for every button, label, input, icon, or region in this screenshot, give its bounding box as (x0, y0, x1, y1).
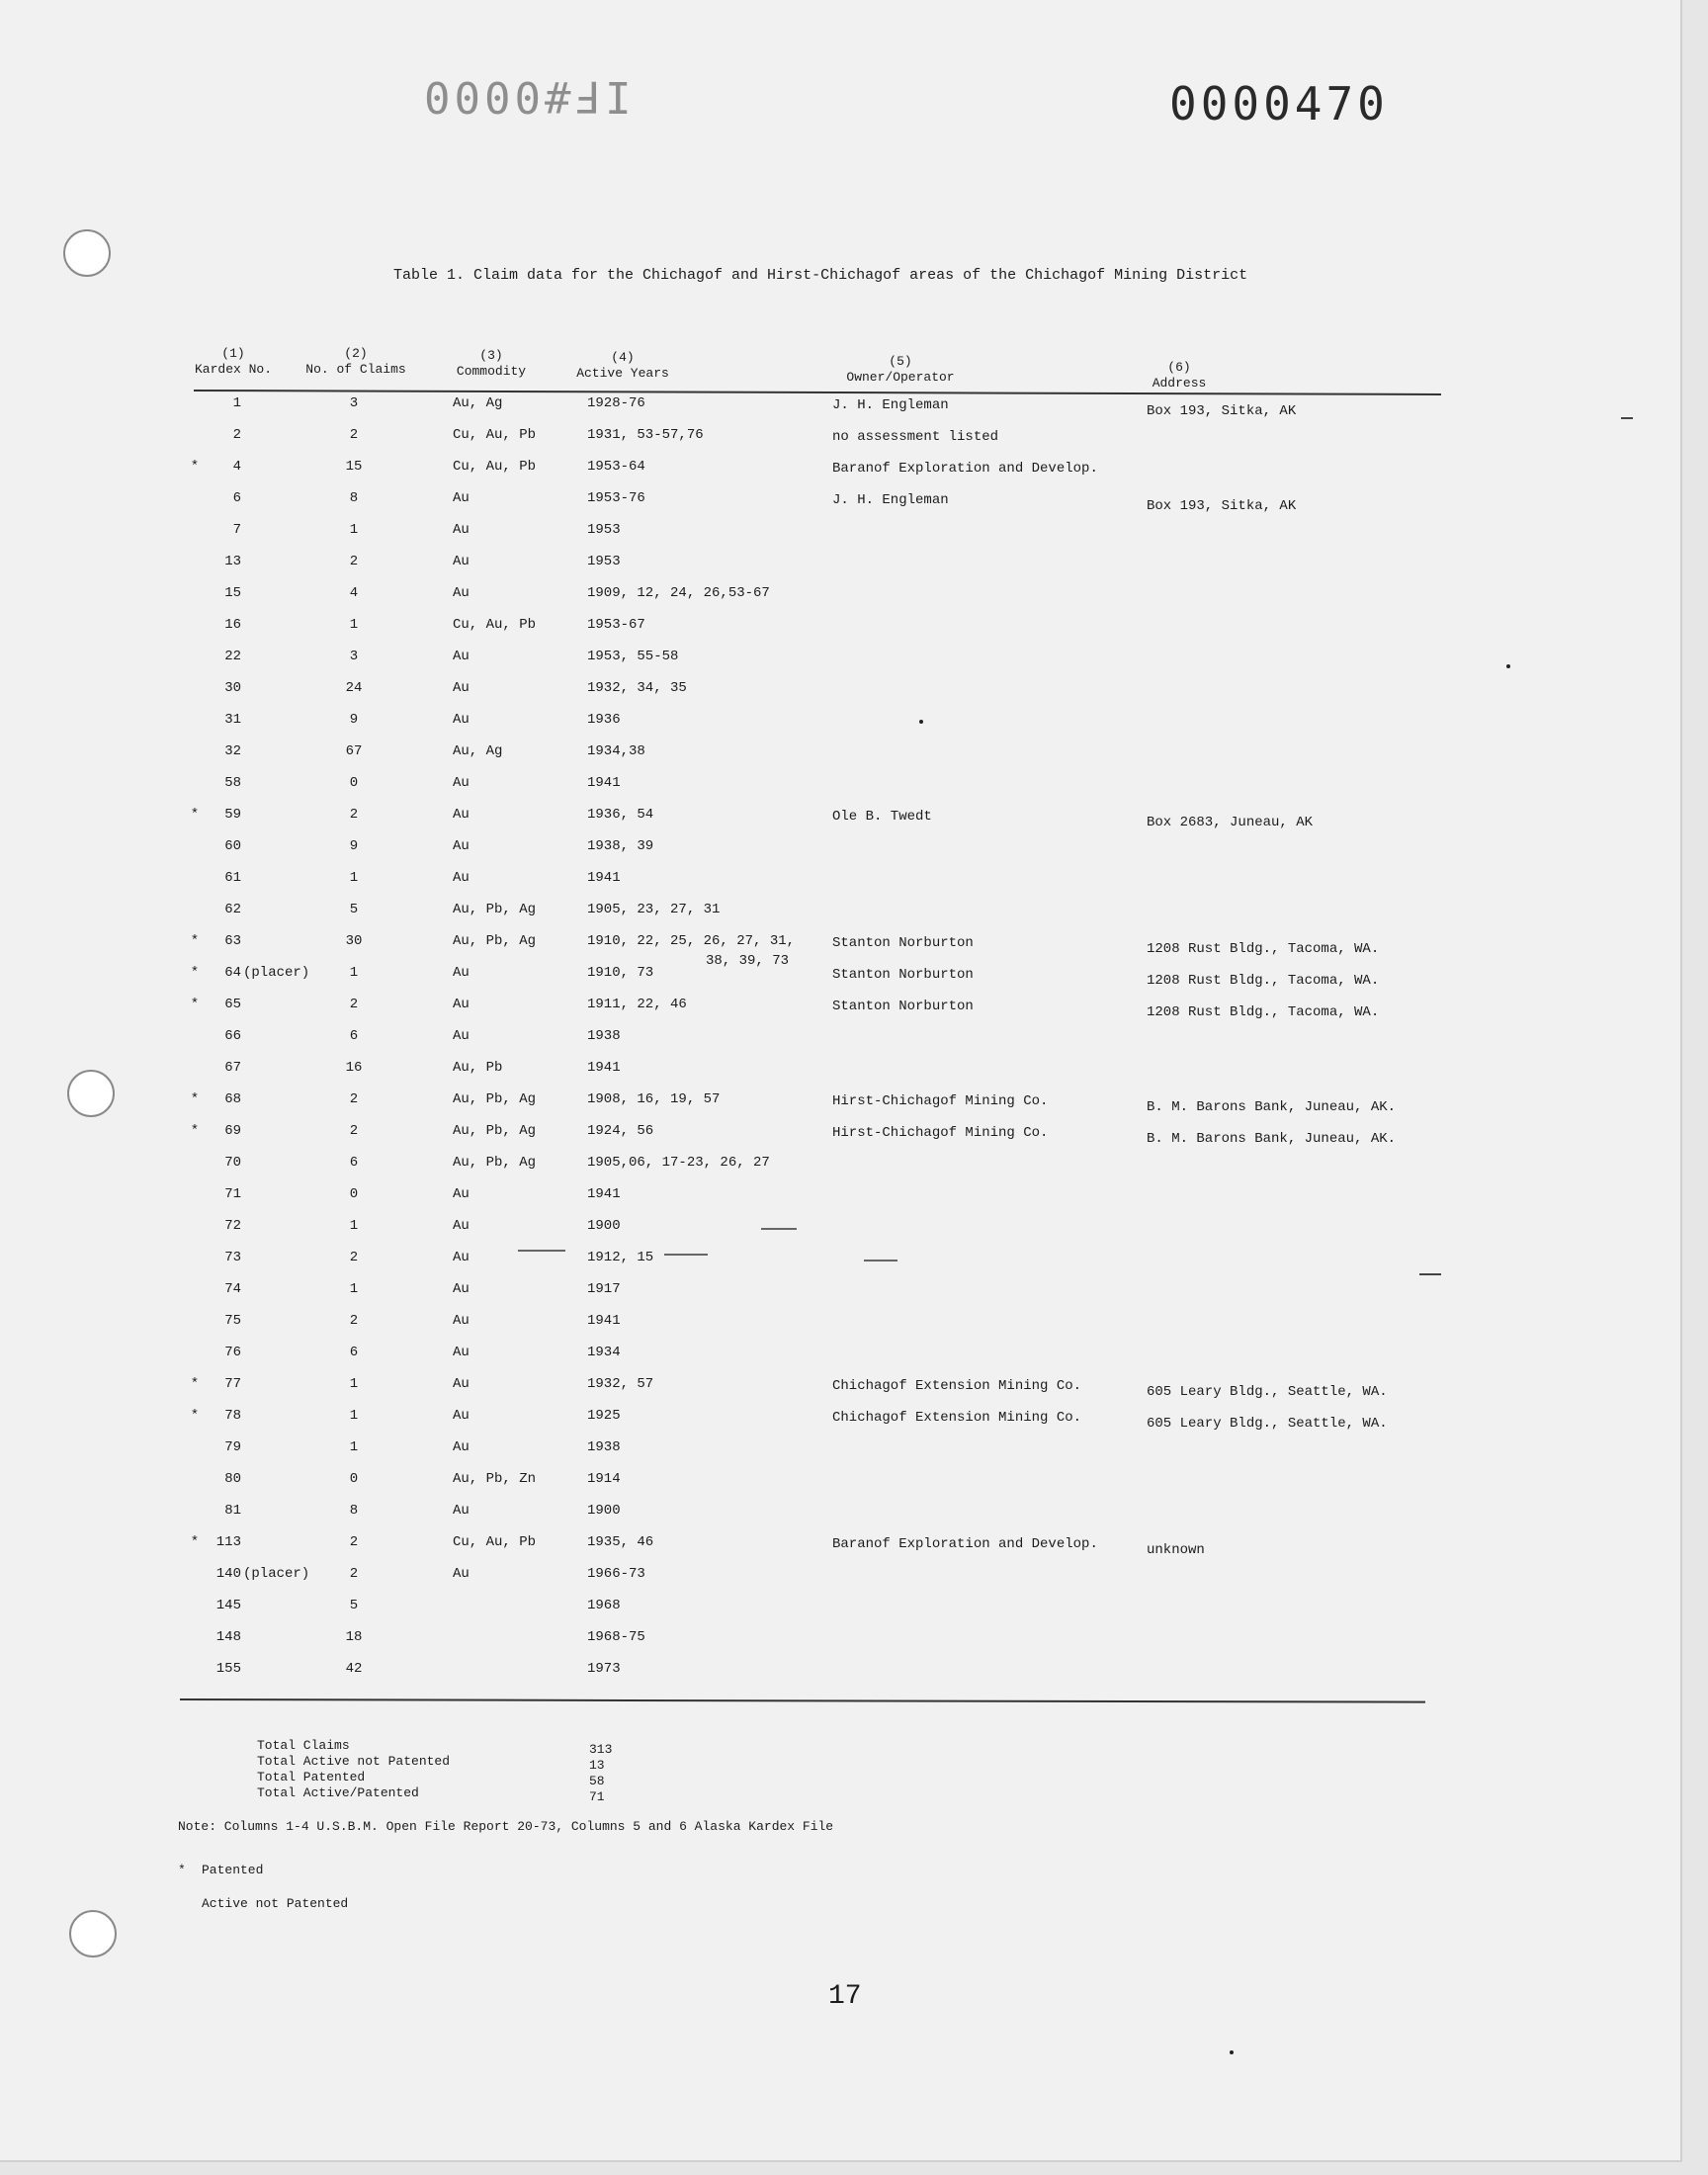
active-years: 1953 (587, 554, 621, 569)
claims-count: 1 (349, 965, 359, 981)
active-years: 1941 (587, 1186, 621, 1202)
table-row (0, 1313, 1680, 1337)
commodity: Au, Pb, Ag (453, 1155, 537, 1171)
owner-operator: Chichagof Extension Mining Co. (832, 1378, 1082, 1394)
claims-count: 1 (349, 870, 359, 886)
scan-dash (864, 1260, 897, 1262)
active-years: 1935, 46 (587, 1534, 654, 1550)
commodity: Au (453, 838, 470, 854)
active-years: 1908, 16, 19, 57 (587, 1091, 721, 1107)
active-years: 1910, 22, 25, 26, 27, 31, (587, 933, 796, 949)
star-marker: * (190, 965, 200, 981)
claims-count: 0 (349, 1186, 359, 1202)
active-years: 1909, 12, 24, 26,53-67 (587, 585, 770, 601)
claims-count: 5 (349, 1598, 359, 1613)
kardex-number: 63 (224, 933, 241, 949)
owner-address: B. M. Barons Bank, Juneau, AK. (1147, 1131, 1397, 1147)
total-patented-label: Total Patented (257, 1770, 366, 1784)
claims-count: 1 (349, 617, 359, 633)
commodity: Cu, Au, Pb (453, 459, 537, 475)
active-years: 1910, 73 (587, 965, 654, 981)
table-row (0, 1408, 1680, 1432)
kardex-number: 60 (224, 838, 241, 854)
binder-hole-bottom (69, 1910, 117, 1958)
kardex-number: 69 (224, 1123, 241, 1139)
star-marker: * (190, 1123, 200, 1139)
table-row (0, 775, 1680, 799)
claims-count: 67 (345, 743, 363, 759)
table-row (0, 1155, 1680, 1178)
scan-dash (518, 1250, 565, 1252)
commodity: Au (453, 775, 470, 791)
claims-count: 2 (349, 554, 359, 569)
header-active-years: (4) Active Years (576, 350, 669, 381)
claims-count: 18 (345, 1629, 363, 1645)
scan-dash (1419, 1273, 1441, 1275)
commodity: Au (453, 870, 470, 886)
commodity: Au (453, 1281, 470, 1297)
owner-address: 605 Leary Bldg., Seattle, WA. (1147, 1384, 1388, 1400)
claims-count: 16 (345, 1060, 363, 1076)
star-marker: * (190, 933, 200, 949)
commodity: Au (453, 522, 470, 538)
claims-count: 4 (349, 585, 359, 601)
star-marker: * (190, 807, 200, 823)
commodity: Cu, Au, Pb (453, 427, 537, 443)
table-row (0, 522, 1680, 546)
active-years: 1900 (587, 1503, 621, 1519)
table-row (0, 1661, 1680, 1685)
claims-count: 2 (349, 807, 359, 823)
commodity: Au (453, 1376, 470, 1392)
kardex-number: 58 (224, 775, 241, 791)
table-row (0, 1566, 1680, 1590)
kardex-number: 140 (215, 1566, 241, 1582)
active-years: 1924, 56 (587, 1123, 654, 1139)
table-row (0, 1471, 1680, 1495)
claims-count: 15 (345, 459, 363, 475)
kardex-number: 1 (232, 395, 241, 411)
active-years: 1938, 39 (587, 838, 654, 854)
star-marker: * (190, 459, 200, 475)
star-marker: * (190, 1376, 200, 1392)
kardex-number: 78 (224, 1408, 241, 1424)
owner-operator: J. H. Engleman (832, 492, 949, 508)
owner-address: B. M. Barons Bank, Juneau, AK. (1147, 1099, 1397, 1115)
commodity: Au (453, 1218, 470, 1234)
active-years: 1932, 57 (587, 1376, 654, 1392)
claims-count: 9 (349, 838, 359, 854)
commodity: Au (453, 1345, 470, 1360)
kardex-number: 16 (224, 617, 241, 633)
commodity: Au (453, 554, 470, 569)
owner-address: 1208 Rust Bldg., Tacoma, WA. (1147, 1004, 1380, 1020)
header-owner: (5) Owner/Operator (846, 354, 955, 385)
commodity: Au (453, 807, 470, 823)
table-row (0, 554, 1680, 577)
active-years: 1914 (587, 1471, 621, 1487)
commodity: Au (453, 1250, 470, 1265)
claims-count: 1 (349, 1408, 359, 1424)
table-row (0, 870, 1680, 894)
kardex-number: 59 (224, 807, 241, 823)
table-row (0, 395, 1680, 419)
commodity: Au (453, 1439, 470, 1455)
table-row (0, 617, 1680, 641)
kardex-number: 4 (232, 459, 241, 475)
active-years: 1936, 54 (587, 807, 654, 823)
header-claims: (2) No. of Claims (305, 346, 406, 377)
active-years: 1941 (587, 870, 621, 886)
kardex-number: 79 (224, 1439, 241, 1455)
kardex-number: 72 (224, 1218, 241, 1234)
kardex-number: 6 (232, 490, 241, 506)
table-row (0, 965, 1680, 989)
legend-patented: Patented (202, 1863, 264, 1877)
commodity: Au (453, 1186, 470, 1202)
active-years: 1912, 15 (587, 1250, 654, 1265)
header-address: (6) Address (1152, 360, 1207, 391)
kardex-number: 148 (215, 1629, 241, 1645)
placer-note: (placer) (243, 1566, 310, 1582)
table-row (0, 1028, 1680, 1052)
commodity: Au, Pb, Ag (453, 1091, 537, 1107)
kardex-number: 7 (232, 522, 241, 538)
kardex-number: 62 (224, 902, 241, 917)
total-active-not-patented-value: 13 (589, 1758, 605, 1773)
table-row (0, 1376, 1680, 1400)
kardex-number: 31 (224, 712, 241, 728)
table-row (0, 649, 1680, 672)
kardex-number: 71 (224, 1186, 241, 1202)
binder-hole-top (63, 229, 111, 277)
active-years: 1953 (587, 522, 621, 538)
claims-count: 24 (345, 680, 363, 696)
total-claims-label: Total Claims (257, 1738, 350, 1753)
table-row (0, 490, 1680, 514)
kardex-number: 66 (224, 1028, 241, 1044)
commodity: Au (453, 1566, 470, 1582)
active-years: 1925 (587, 1408, 621, 1424)
footer-rule (180, 1698, 1425, 1703)
owner-operator: Ole B. Twedt (832, 809, 932, 825)
table-row (0, 585, 1680, 609)
active-years: 1911, 22, 46 (587, 997, 687, 1012)
claims-count: 9 (349, 712, 359, 728)
commodity: Au (453, 965, 470, 981)
kardex-number: 61 (224, 870, 241, 886)
table-row (0, 997, 1680, 1020)
kardex-number: 81 (224, 1503, 241, 1519)
commodity: Au (453, 680, 470, 696)
active-years: 1968 (587, 1598, 621, 1613)
owner-address: 1208 Rust Bldg., Tacoma, WA. (1147, 973, 1380, 989)
active-years: 1941 (587, 775, 621, 791)
active-years: 1928-76 (587, 395, 645, 411)
claims-count: 3 (349, 395, 359, 411)
kardex-number: 73 (224, 1250, 241, 1265)
active-years: 1936 (587, 712, 621, 728)
active-years: 1953, 55-58 (587, 649, 679, 664)
table-row (0, 427, 1680, 451)
active-years: 1968-75 (587, 1629, 645, 1645)
table-row (0, 1091, 1680, 1115)
scan-speck (1230, 2050, 1234, 2054)
table-row (0, 902, 1680, 925)
legend-star: * (178, 1863, 186, 1877)
total-active-patented-value: 71 (589, 1789, 605, 1804)
commodity: Au, Pb (453, 1060, 503, 1076)
commodity: Au, Pb, Ag (453, 933, 537, 949)
claims-count: 2 (349, 1313, 359, 1329)
kardex-number: 64 (224, 965, 241, 981)
claims-count: 8 (349, 490, 359, 506)
claims-count: 2 (349, 1091, 359, 1107)
source-note: Note: Columns 1-4 U.S.B.M. Open File Report 20-73, Columns 5 and 6 Alaska Kardex File (178, 1819, 834, 1834)
table-row (0, 838, 1680, 862)
commodity: Au (453, 1028, 470, 1044)
claims-count: 1 (349, 1376, 359, 1392)
commodity: Au (453, 712, 470, 728)
owner-operator: Hirst-Chichagof Mining Co. (832, 1125, 1049, 1141)
kardex-number: 2 (232, 427, 241, 443)
commodity: Au (453, 997, 470, 1012)
claims-count: 2 (349, 1123, 359, 1139)
owner-operator: Baranof Exploration and Develop. (832, 461, 1098, 477)
table-row (0, 1060, 1680, 1084)
active-years: 1953-67 (587, 617, 645, 633)
kardex-number: 80 (224, 1471, 241, 1487)
kardex-number: 155 (215, 1661, 241, 1677)
scan-dash (664, 1254, 708, 1256)
active-years: 1938 (587, 1439, 621, 1455)
owner-operator: Hirst-Chichagof Mining Co. (832, 1093, 1049, 1109)
table-row (0, 1598, 1680, 1621)
total-active-patented-label: Total Active/Patented (257, 1785, 419, 1800)
table-row (0, 1281, 1680, 1305)
kardex-number: 75 (224, 1313, 241, 1329)
total-patented-value: 58 (589, 1774, 605, 1788)
kardex-number: 30 (224, 680, 241, 696)
active-years: 1941 (587, 1313, 621, 1329)
star-marker: * (190, 1534, 200, 1550)
owner-address: 1208 Rust Bldg., Tacoma, WA. (1147, 941, 1380, 957)
owner-address: Box 193, Sitka, AK (1147, 498, 1297, 514)
commodity: Au, Pb, Ag (453, 902, 537, 917)
claims-count: 42 (345, 1661, 363, 1677)
scan-dash (1621, 417, 1633, 419)
claims-count: 1 (349, 1218, 359, 1234)
totals-labels (257, 1738, 450, 1801)
total-claims-value: 313 (589, 1742, 613, 1757)
table-row (0, 1439, 1680, 1463)
scan-dash (761, 1228, 797, 1230)
table-row (0, 1123, 1680, 1147)
kardex-number: 67 (224, 1060, 241, 1076)
active-years: 1931, 53-57,76 (587, 427, 704, 443)
claims-count: 8 (349, 1503, 359, 1519)
owner-operator: Stanton Norburton (832, 999, 974, 1014)
active-years: 1953-76 (587, 490, 645, 506)
table-row (0, 1534, 1680, 1558)
owner-operator: Stanton Norburton (832, 935, 974, 951)
owner-operator: Chichagof Extension Mining Co. (832, 1410, 1082, 1426)
claims-count: 2 (349, 1534, 359, 1550)
table-title: Table 1. Claim data for the Chichagof and Hirst-Chichagof areas of the Chichagof Mining District (393, 267, 1248, 284)
claims-count: 0 (349, 1471, 359, 1487)
table-row (0, 743, 1680, 767)
table-row (0, 1218, 1680, 1242)
active-years: 1934 (587, 1345, 621, 1360)
owner-operator: Stanton Norburton (832, 967, 974, 983)
kardex-number: 77 (224, 1376, 241, 1392)
legend-active-not-patented: Active not Patented (202, 1896, 349, 1911)
star-marker: * (190, 1408, 200, 1424)
active-years: 1905, 23, 27, 31 (587, 902, 721, 917)
page-number: 17 (828, 1981, 862, 2012)
table-row (0, 1345, 1680, 1368)
active-years: 1941 (587, 1060, 621, 1076)
scan-speck (1506, 664, 1510, 668)
owner-address: 605 Leary Bldg., Seattle, WA. (1147, 1416, 1388, 1432)
commodity: Au (453, 585, 470, 601)
kardex-number: 70 (224, 1155, 241, 1171)
kardex-number: 15 (224, 585, 241, 601)
owner-operator: J. H. Engleman (832, 397, 949, 413)
table-row (0, 680, 1680, 704)
claims-count: 2 (349, 1250, 359, 1265)
kardex-number: 68 (224, 1091, 241, 1107)
claims-count: 1 (349, 522, 359, 538)
active-years: 1973 (587, 1661, 621, 1677)
commodity: Au (453, 1503, 470, 1519)
scan-speck (919, 720, 923, 724)
claims-count: 2 (349, 427, 359, 443)
kardex-number: 13 (224, 554, 241, 569)
kardex-number: 32 (224, 743, 241, 759)
active-years: 1900 (587, 1218, 621, 1234)
claims-count: 6 (349, 1345, 359, 1360)
claims-count: 1 (349, 1281, 359, 1297)
claims-count: 2 (349, 997, 359, 1012)
table-row (0, 459, 1680, 482)
owner-address: unknown (1147, 1542, 1205, 1558)
owner-address: Box 193, Sitka, AK (1147, 403, 1297, 419)
stamp-left: IF#0000 (420, 71, 632, 122)
claims-count: 30 (345, 933, 363, 949)
table-row (0, 1629, 1680, 1653)
document-number-stamp: 0000470 (1169, 77, 1389, 130)
claims-count: 2 (349, 1566, 359, 1582)
owner-operator: Baranof Exploration and Develop. (832, 1536, 1098, 1552)
star-marker: * (190, 997, 200, 1012)
table-row (0, 1250, 1680, 1273)
owner-address: Box 2683, Juneau, AK (1147, 815, 1314, 830)
active-years: 1953-64 (587, 459, 645, 475)
claims-count: 6 (349, 1028, 359, 1044)
kardex-number: 113 (215, 1534, 241, 1550)
commodity: Au, Ag (453, 743, 503, 759)
claims-count: 1 (349, 1439, 359, 1455)
header-kardex: (1) Kardex No. (194, 346, 272, 377)
kardex-number: 76 (224, 1345, 241, 1360)
years-continuation: 38, 39, 73 (706, 953, 790, 969)
active-years: 1932, 34, 35 (587, 680, 687, 696)
owner-operator: no assessment listed (832, 429, 999, 445)
claims-count: 5 (349, 902, 359, 917)
commodity: Cu, Au, Pb (453, 617, 537, 633)
header-commodity: (3) Commodity (456, 348, 527, 379)
commodity: Au (453, 490, 470, 506)
commodity: Au, Pb, Ag (453, 1123, 537, 1139)
total-active-not-patented-label: Total Active not Patented (257, 1754, 451, 1769)
kardex-number: 65 (224, 997, 241, 1012)
commodity: Au (453, 649, 470, 664)
commodity: Au (453, 1313, 470, 1329)
star-marker: * (190, 1091, 200, 1107)
active-years: 1966-73 (587, 1566, 645, 1582)
placer-note: (placer) (243, 965, 310, 981)
active-years: 1938 (587, 1028, 621, 1044)
table-row (0, 1503, 1680, 1526)
table-row (0, 807, 1680, 830)
kardex-number: 74 (224, 1281, 241, 1297)
commodity: Cu, Au, Pb (453, 1534, 537, 1550)
kardex-number: 145 (215, 1598, 241, 1613)
active-years: 1905,06, 17-23, 26, 27 (587, 1155, 770, 1171)
claims-count: 0 (349, 775, 359, 791)
table-row (0, 933, 1680, 957)
commodity: Au, Pb, Zn (453, 1471, 537, 1487)
active-years: 1934,38 (587, 743, 645, 759)
totals-values (589, 1742, 612, 1805)
claims-count: 3 (349, 649, 359, 664)
active-years: 1917 (587, 1281, 621, 1297)
commodity: Au (453, 1408, 470, 1424)
claims-count: 6 (349, 1155, 359, 1171)
table-row (0, 1186, 1680, 1210)
kardex-number: 22 (224, 649, 241, 664)
table-row (0, 712, 1680, 736)
commodity: Au, Ag (453, 395, 503, 411)
